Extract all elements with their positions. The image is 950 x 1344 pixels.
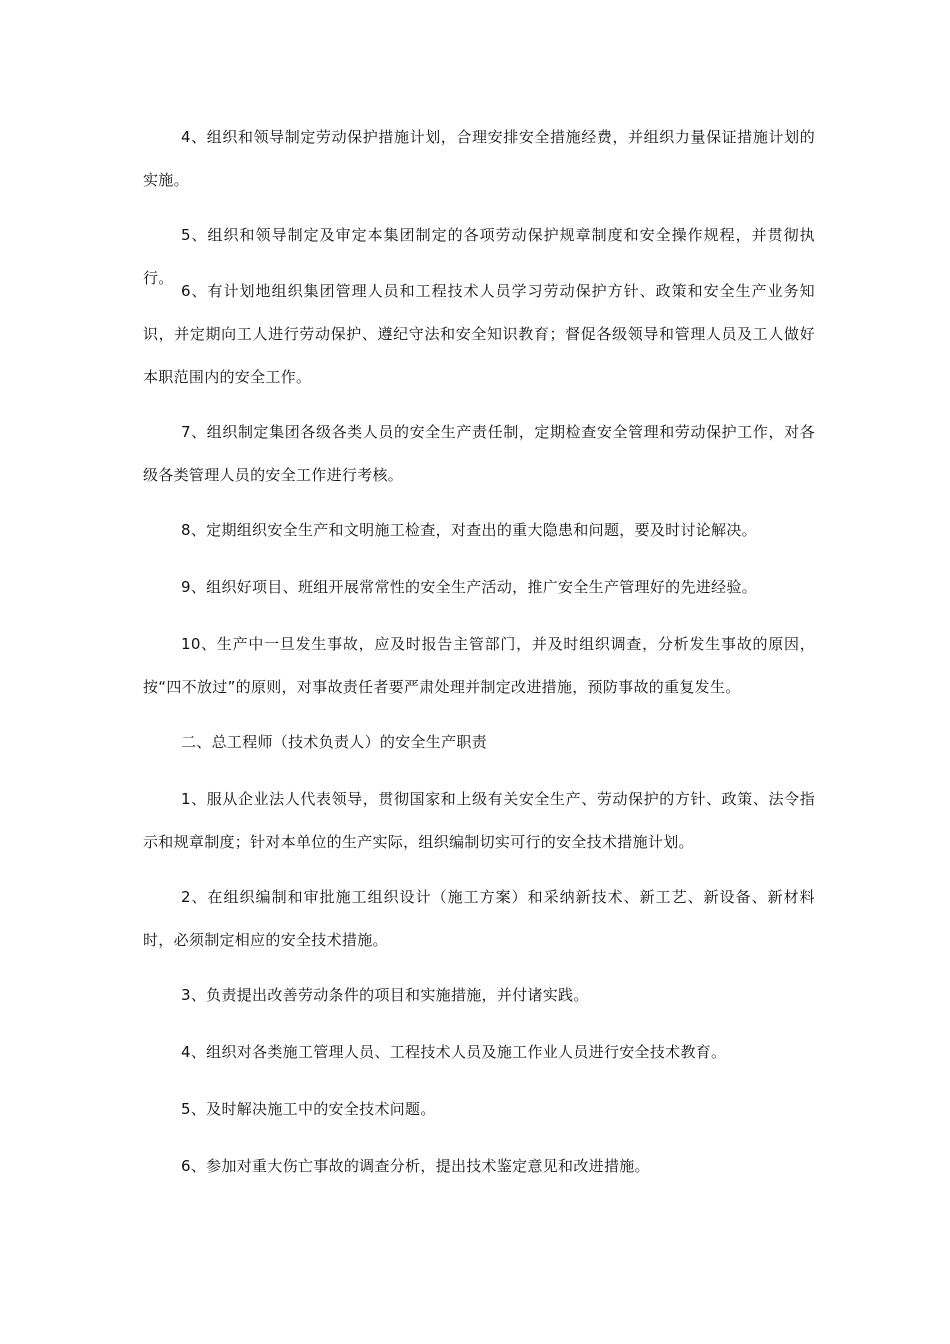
paragraph-item-6: 6、有计划地组织集团管理人员和工程技术人员学习劳动保护方针、政策和安全生产业务知识，并定期向工人进行劳动保护、遵纪守法和安全知识教育；督促各级领导和管理人员及工人做好本职范围内的安全工作。 <box>143 282 815 386</box>
paragraph-duty-2: 2、在组织编制和审批施工组织设计（施工方案）和采纳新技术、新工艺、新设备、新材料时，必须制定相应的安全技术措施。 <box>143 888 815 949</box>
paragraph-item-9: 9、组织好项目、班组开展常常性的安全生产活动，推广安全生产管理好的先进经验。 <box>181 578 757 596</box>
paragraph-duty-1: 1、服从企业法人代表领导，贯彻国家和上级有关安全生产、劳动保护的方针、政策、法令指示和规章制度；针对本单位的生产实际，组织编制切实可行的安全技术措施计划。 <box>143 790 815 851</box>
paragraph-item-5: 5、组织和领导制定及审定本集团制定的各项劳动保护规章制度和安全操作规程，并贯彻执行。 <box>143 226 815 287</box>
paragraph-item-10: 10、生产中一旦发生事故，应及时报告主管部门，并及时组织调查，分析发生事故的原因，按“四不放过”的原则，对事故责任者要严肃处理并制定改进措施，预防事故的重复发生。 <box>143 635 815 696</box>
paragraph-duty-3: 3、负责提出改善劳动条件的项目和实施措施，并付诸实践。 <box>181 986 589 1004</box>
paragraph-duty-4: 4、组织对各类施工管理人员、工程技术人员及施工作业人员进行安全技术教育。 <box>181 1043 727 1061</box>
paragraph-item-7: 7、组织制定集团各级各类人员的安全生产责任制，定期检查安全管理和劳动保护工作，对各级各类管理人员的安全工作进行考核。 <box>143 423 815 484</box>
paragraph-duty-6: 6、参加对重大伤亡事故的调查分析，提出技术鉴定意见和改进措施。 <box>181 1157 650 1175</box>
paragraph-duty-5: 5、及时解决施工中的安全技术问题。 <box>181 1100 436 1118</box>
paragraph-item-4: 4、组织和领导制定劳动保护措施计划，合理安排安全措施经费，并组织力量保证措施计划的实施。 <box>143 128 815 189</box>
section-heading: 二、总工程师（技术负责人）的安全生产职责 <box>181 733 488 751</box>
paragraph-item-8: 8、定期组织安全生产和文明施工检查，对查出的重大隐患和问题，要及时讨论解决。 <box>181 521 757 539</box>
